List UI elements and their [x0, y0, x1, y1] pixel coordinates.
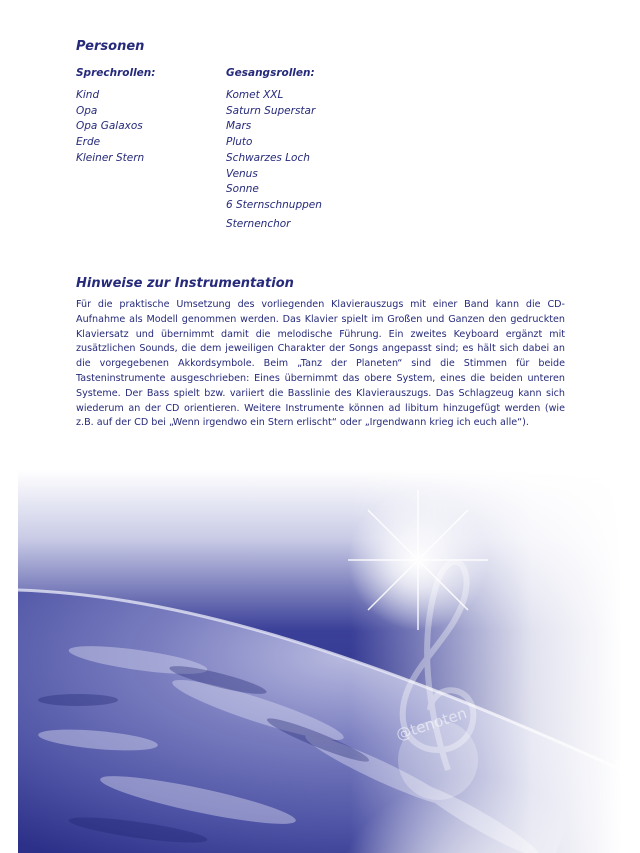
sprechrollen-list — [76, 88, 144, 167]
gesangsrolle-item: 6 Sternschnuppen — [226, 198, 322, 211]
personen-heading: Personen — [76, 39, 145, 54]
instrumentation-heading: Hinweise zur Instrumentation — [76, 276, 294, 291]
sprechrollen-title: Sprechrollen: — [76, 67, 156, 79]
instrumentation-paragraph: Für die praktische Umsetzung des vorliegenden Klavierauszugs mit einer Band kann die CD-Aufnahme als Modell genommen werden. Das Klavier spielt im Großen und Ganzen den gedruckten Klaviersatz und übernimmt damit die melodische Führung. Ein zweites Keyboard ergänzt mit zusätzlichen Sounds, die dem jeweiligen Charakter der Songs angepasst sind; es hält sich dabei an die vorgegebenen Akkordsymbole. Beim „Tanz der Planeten“ sind die Stimmen für beide Tasteninstrumente ausgeschrieben: Eines übernimmt das obere System, eines die beiden unteren Systeme. Der Bass spielt bzw. variiert die Basslinie des Klavierauszugs. Das Schlagzeug kann sich wiederum an der CD orientieren. Weitere Instrumente können ad libitum hinzugefügt werden (wie z.B. auf der CD bei „Wenn irgendwo ein Stern erlischt“ oder „Irgendwann krieg ich euch alle“). — [76, 299, 565, 429]
gesangsrollen-title: Gesangsrollen: — [226, 67, 315, 79]
gesangsrolle-item: Saturn Superstar — [226, 104, 316, 117]
gesangsrolle-item: Venus — [226, 167, 258, 180]
gesangsrolle-item: Schwarzes Loch — [226, 151, 310, 164]
watermark-text: @tenoten — [393, 703, 470, 744]
gesangsrolle-item: Mars — [226, 120, 252, 133]
sprechrolle-item: Erde — [76, 136, 101, 149]
sprechrolle-item: Kind — [76, 89, 100, 101]
sprechrolle-item: Opa Galaxos — [76, 120, 143, 133]
sprechrolle-item: Kleiner Stern — [76, 151, 145, 164]
space-planet-image — [18, 470, 622, 853]
gesangsrolle-item: Komet XXL — [226, 89, 284, 101]
gesangsrolle-item: Sonne — [226, 183, 259, 196]
sternenchor-label: Sternenchor — [226, 218, 291, 230]
gesangsrollen-list — [226, 88, 322, 214]
gesangsrolle-item: Pluto — [226, 136, 253, 149]
sprechrolle-item: Opa — [76, 104, 98, 117]
